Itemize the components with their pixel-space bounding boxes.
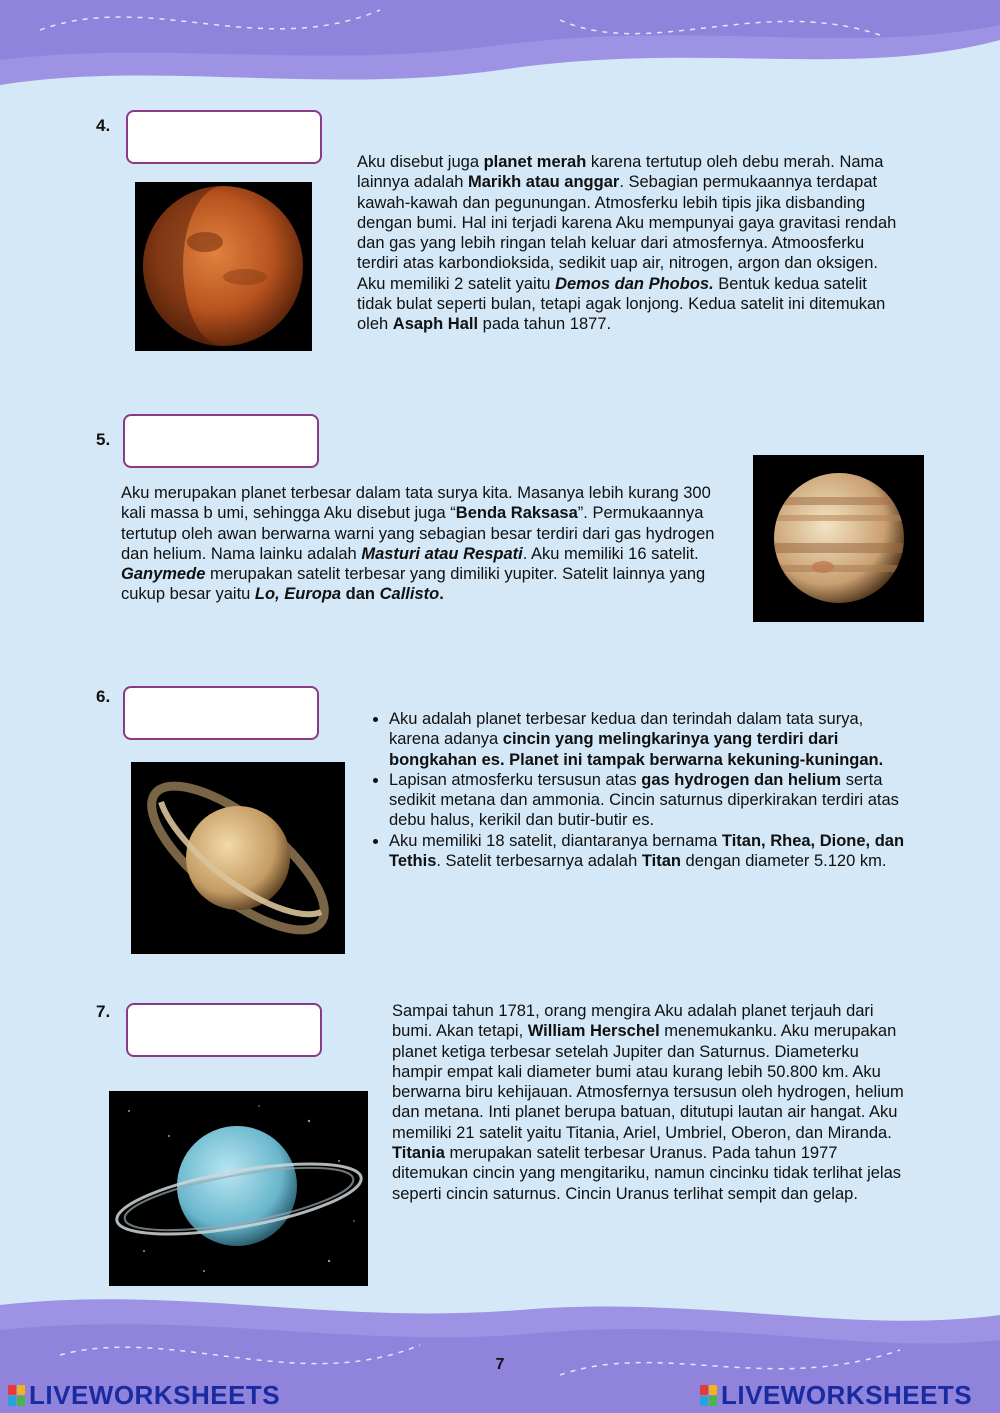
question-number: 7. (96, 1002, 111, 1021)
question-number: 5. (96, 430, 111, 449)
text-run: . Satelit terbesarnya adalah (436, 852, 642, 871)
brand-name: LIVEWORKSHEETS (29, 1380, 281, 1410)
text-run: . Sebagian permukaannya terdapat kawah-kawah dan pegunungan. Atmosferku lebih tipis jika disbanding dengan bumi. Hal ini terjadi karena Aku mempunyai gaya gravitasi rendah dan gas yang lebih ringan telah keluar dari atmosfernya. Atmoosferku terdiri atas karbondioksida, sedikit uap air, nitrogen, argon dan oksigen. Aku memiliki 2 satelit yaitu (357, 173, 897, 293)
brand-name: LIVEWORKSHEETS (721, 1380, 973, 1410)
text-run: menemukanku. Aku merupakan planet ketiga terbesar setelah Jupiter dan Saturnus. Diameterku hampir empat kali diameter bumi atau kurang lebih 50.800 km. Aku berwarna biru kehijauan. Atmosfernya tersusun oleh hydrogen, helium dan metana. Inti planet berupa batuan, ditutupi lautan air hangat. Aku memiliki 21 satelit yaitu Titania, Ariel, Umbriel, Oberon, dan Miranda. (392, 1022, 904, 1142)
bold-phrase: gas hydrogen dan helium (641, 770, 842, 789)
text-run: dengan diameter 5.120 km. (680, 852, 887, 871)
text-run: Aku adalah planet terbesar kedua dan terindah dalam tata surya, karena adanya (389, 710, 864, 749)
list-item (389, 770, 905, 831)
bold-phrase: cincin yang melingkarinya yang terdiri dari bongkahan es. Planet ini tampak berwarna kekuning-kuningan. (389, 730, 884, 769)
text-run: karena tertutup oleh debu merah. Nama lainnya adalah (357, 153, 884, 192)
text-run: Bentuk kedua satelit tidak bulat seperti bulan, tetapi agak lonjong. Kedua satelit ini ditemukan oleh (357, 274, 886, 334)
uranus-image (109, 1091, 368, 1286)
answer-box-7[interactable] (126, 1003, 322, 1057)
jupiter-image (753, 455, 924, 622)
saturn-facts-list (357, 709, 905, 871)
text-run: Aku memiliki 18 satelit, diantaranya bernama (389, 831, 722, 850)
text-run: serta sedikit metana dan ammonia. Cincin saturnus diperkirakan terdiri atas debu halus, kerikil dan butir-butir es. (389, 770, 899, 830)
answer-box-4[interactable] (126, 110, 322, 164)
text-run: pada tahun 1877. (478, 315, 612, 334)
saturn-image (131, 762, 345, 954)
bold-phrase: planet merah (483, 153, 587, 171)
bold-phrase: dan (341, 585, 380, 604)
bold-phrase: William Herschel (527, 1022, 660, 1041)
list-item (389, 831, 905, 872)
page-number: 7 (495, 1356, 505, 1373)
brand-mark-icon (700, 1385, 717, 1406)
uranus-description (392, 1001, 904, 1204)
bold-phrase: . (439, 585, 444, 604)
answer-box-5[interactable] (123, 414, 319, 468)
bold-italic-phrase: Callisto (379, 585, 440, 604)
bold-italic-phrase: Masturi atau Respati (361, 544, 523, 563)
bold-phrase: Marikh atau anggar (468, 173, 620, 192)
text-run: Aku disebut juga (357, 153, 484, 171)
mars-description (357, 152, 902, 335)
bold-phrase: Benda Raksasa (455, 504, 578, 523)
top-wave-decoration (0, 0, 1000, 110)
question-number: 6. (96, 687, 111, 706)
answer-box-6[interactable] (123, 686, 319, 740)
bold-italic-phrase: Lo, Europa (254, 585, 342, 604)
bold-phrase: Titania (392, 1144, 445, 1163)
text-run: Sampai tahun 1781, orang mengira Aku adalah planet terjauh dari bumi. Akan tetapi, (392, 1002, 874, 1041)
brand-logo-right (700, 1380, 972, 1411)
bold-italic-phrase: Demos dan Phobos. (555, 274, 714, 293)
text-run: . Aku memiliki 16 satelit. (522, 544, 699, 563)
list-item (389, 709, 905, 770)
bold-phrase: Titan, Rhea, Dione, dan Tethis (389, 831, 905, 871)
bold-phrase: Asaph Hall (392, 315, 479, 334)
text-run: merupakan satelit terbesar Uranus. Pada tahun 1977 ditemukan cincin yang mengitariku, namun cincinku tidak terlihat jelas seperti cincin saturnus. Cincin Uranus terlihat sempit dan gelap. (392, 1144, 902, 1203)
brand-logo-left (8, 1380, 280, 1411)
question-number: 4. (96, 116, 111, 135)
brand-mark-icon (8, 1385, 25, 1406)
saturn-description (357, 709, 905, 871)
text-run: Lapisan atmosferku tersusun atas (389, 770, 642, 789)
jupiter-description (121, 483, 736, 605)
bold-italic-phrase: Ganymede (121, 565, 206, 584)
bold-phrase: Titan (641, 852, 681, 871)
text-run: merupakan satelit terbesar yang dimiliki yupiter. Satelit lainnya yang cukup besar yaitu (121, 565, 706, 604)
mars-image (135, 182, 312, 351)
text-run: Aku merupakan planet terbesar dalam tata surya kita. Masanya lebih kurang 300 kali massa b umi, sehingga Aku disebut juga “ (121, 484, 711, 523)
text-run: ”. Permukaannya tertutup oleh awan berwarna warni yang sebagian besar terdiri dari gas hydrogen dan helium. Nama lainku adalah (121, 504, 715, 563)
